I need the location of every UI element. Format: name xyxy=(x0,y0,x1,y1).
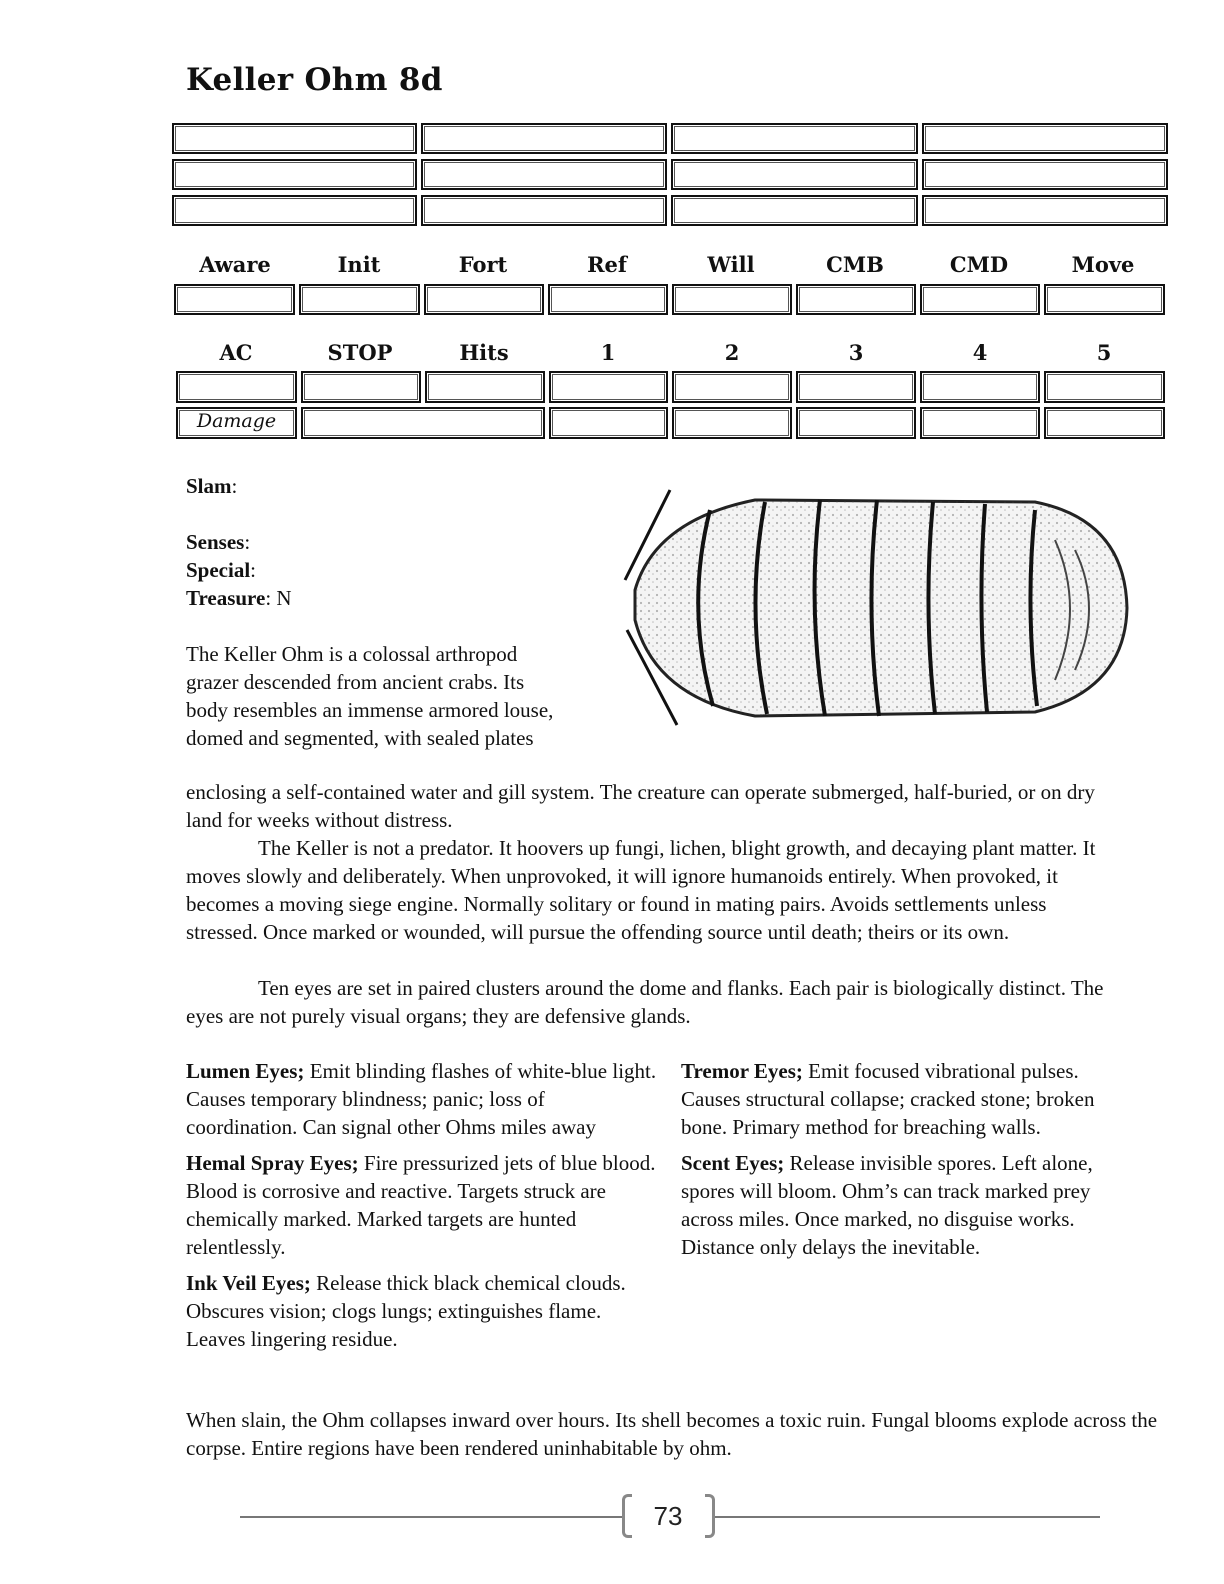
eye-entry-hemal-spray: Hemal Spray Eyes; Fire pressurized jets of blue blood. Blood is corrosive and reactive. Targets struck are chemically marked. Marked targets are hunted relentlessly. xyxy=(186,1151,656,1259)
eye-entry-scent: Scent Eyes; Release invisible spores. Left alone, spores will bloom. Ohm’s can track marked prey across miles. Once marked, no disguise works. Distance only delays the inevitable. xyxy=(681,1151,1093,1259)
will-field[interactable] xyxy=(672,284,792,315)
label-init: Init xyxy=(337,252,381,277)
description-intro-continued: enclosing a self-contained water and gill system. The creature can operate submerged, half-buried, or on dry land for weeks without distress. xyxy=(186,780,1095,832)
blank-field[interactable] xyxy=(922,195,1168,226)
damage-1-field[interactable] xyxy=(549,407,668,439)
blank-field[interactable] xyxy=(421,159,667,190)
attack-5-field[interactable] xyxy=(1044,371,1165,403)
page-title: Keller Ohm 8d xyxy=(186,62,443,98)
label-move: Move xyxy=(1071,252,1135,277)
blank-field[interactable] xyxy=(671,123,918,154)
label-cmd: CMD xyxy=(949,252,1009,277)
footer-rule-left xyxy=(240,1516,622,1518)
eye-entry-ink-veil: Ink Veil Eyes; Release thick black chemical clouds. Obscures vision; clogs lungs; extinguishes flame. Leaves lingering residue. xyxy=(186,1271,626,1351)
blank-field[interactable] xyxy=(172,159,417,190)
eyes-right-column xyxy=(681,1057,1141,1269)
damage-5-field[interactable] xyxy=(1044,407,1165,439)
treasure-line: Treasure: N xyxy=(186,586,292,610)
eye-entry-lumen: Lumen Eyes; Emit blinding flashes of white-blue light. Causes temporary blindness; panic; loss of coordination. Can signal other Ohms miles away xyxy=(186,1059,657,1139)
ac-field[interactable] xyxy=(176,371,297,403)
blank-field[interactable] xyxy=(421,195,667,226)
attack-2-field[interactable] xyxy=(672,371,792,403)
fort-field[interactable] xyxy=(424,284,544,315)
arthropod-illustration-icon xyxy=(615,480,1135,735)
senses-line: Senses: xyxy=(186,530,251,554)
damage-3-field[interactable] xyxy=(796,407,916,439)
label-cmb: CMB xyxy=(826,252,884,277)
attack-3-field[interactable] xyxy=(796,371,916,403)
damage-2-field[interactable] xyxy=(672,407,792,439)
init-field[interactable] xyxy=(299,284,420,315)
closing-paragraph: When slain, the Ohm collapses inward over hours. Its shell becomes a toxic ruin. Fungal blooms explode across the corpse. Entire regions have been rendered uninhabitable by ohm. xyxy=(186,1408,1158,1460)
move-field[interactable] xyxy=(1044,284,1165,315)
damage-field-wide[interactable] xyxy=(301,407,545,439)
description-behavior: The Keller is not a predator. It hoovers up fungi, lichen, blight growth, and decaying plant matter. It moves slowly and deliberately. When unprovoked, it will ignore humanoids entirely. When provoked, it becomes a moving siege engine. Normally solitary or found in mating pairs. Avoids settlements unless stressed. Once marked or wounded, will pursue the offending source until death; theirs or its own. xyxy=(186,836,1096,944)
label-ref: Ref xyxy=(587,252,627,277)
label-1: 1 xyxy=(600,340,616,365)
label-stop: STOP xyxy=(327,340,393,365)
stop-field[interactable] xyxy=(301,371,421,403)
cmd-field[interactable] xyxy=(920,284,1040,315)
attack-4-field[interactable] xyxy=(920,371,1040,403)
cmb-field[interactable] xyxy=(796,284,916,315)
page-number: 73 xyxy=(653,1501,683,1531)
label-aware: Aware xyxy=(199,252,271,277)
label-will: Will xyxy=(707,252,755,277)
attack-1-field[interactable] xyxy=(549,371,668,403)
hits-field[interactable] xyxy=(425,371,545,403)
blank-field[interactable] xyxy=(172,123,417,154)
description-intro: The Keller Ohm is a colossal arthropod grazer descended from ancient crabs. Its body resembles an immense armored louse, domed and segmented, with sealed plates xyxy=(186,642,554,750)
slam-line: Slam: xyxy=(186,474,238,498)
label-ac: AC xyxy=(219,340,253,365)
label-hits: Hits xyxy=(459,340,509,365)
aware-field[interactable] xyxy=(174,284,295,315)
blank-field[interactable] xyxy=(922,159,1168,190)
label-fort: Fort xyxy=(458,252,508,277)
blank-field[interactable] xyxy=(421,123,667,154)
label-3: 3 xyxy=(848,340,864,365)
label-2: 2 xyxy=(724,340,740,365)
eye-entry-tremor: Tremor Eyes; Emit focused vibrational pulses. Causes structural collapse; cracked stone; broken bone. Primary method for breaching walls. xyxy=(681,1059,1095,1139)
label-4: 4 xyxy=(972,340,988,365)
description-eyes: Ten eyes are set in paired clusters around the dome and flanks. Each pair is biologically distinct. The eyes are not purely visual organs; they are defensive glands. xyxy=(186,976,1104,1028)
damage-label: Damage xyxy=(196,410,277,432)
label-5: 5 xyxy=(1096,340,1112,365)
blank-field[interactable] xyxy=(172,195,417,226)
blank-field[interactable] xyxy=(671,159,918,190)
special-line: Special: xyxy=(186,558,257,582)
ref-field[interactable] xyxy=(548,284,668,315)
damage-4-field[interactable] xyxy=(920,407,1040,439)
blank-field[interactable] xyxy=(671,195,918,226)
blank-field[interactable] xyxy=(922,123,1168,154)
eyes-left-column xyxy=(186,1057,661,1361)
footer-rule-right xyxy=(715,1516,1100,1518)
